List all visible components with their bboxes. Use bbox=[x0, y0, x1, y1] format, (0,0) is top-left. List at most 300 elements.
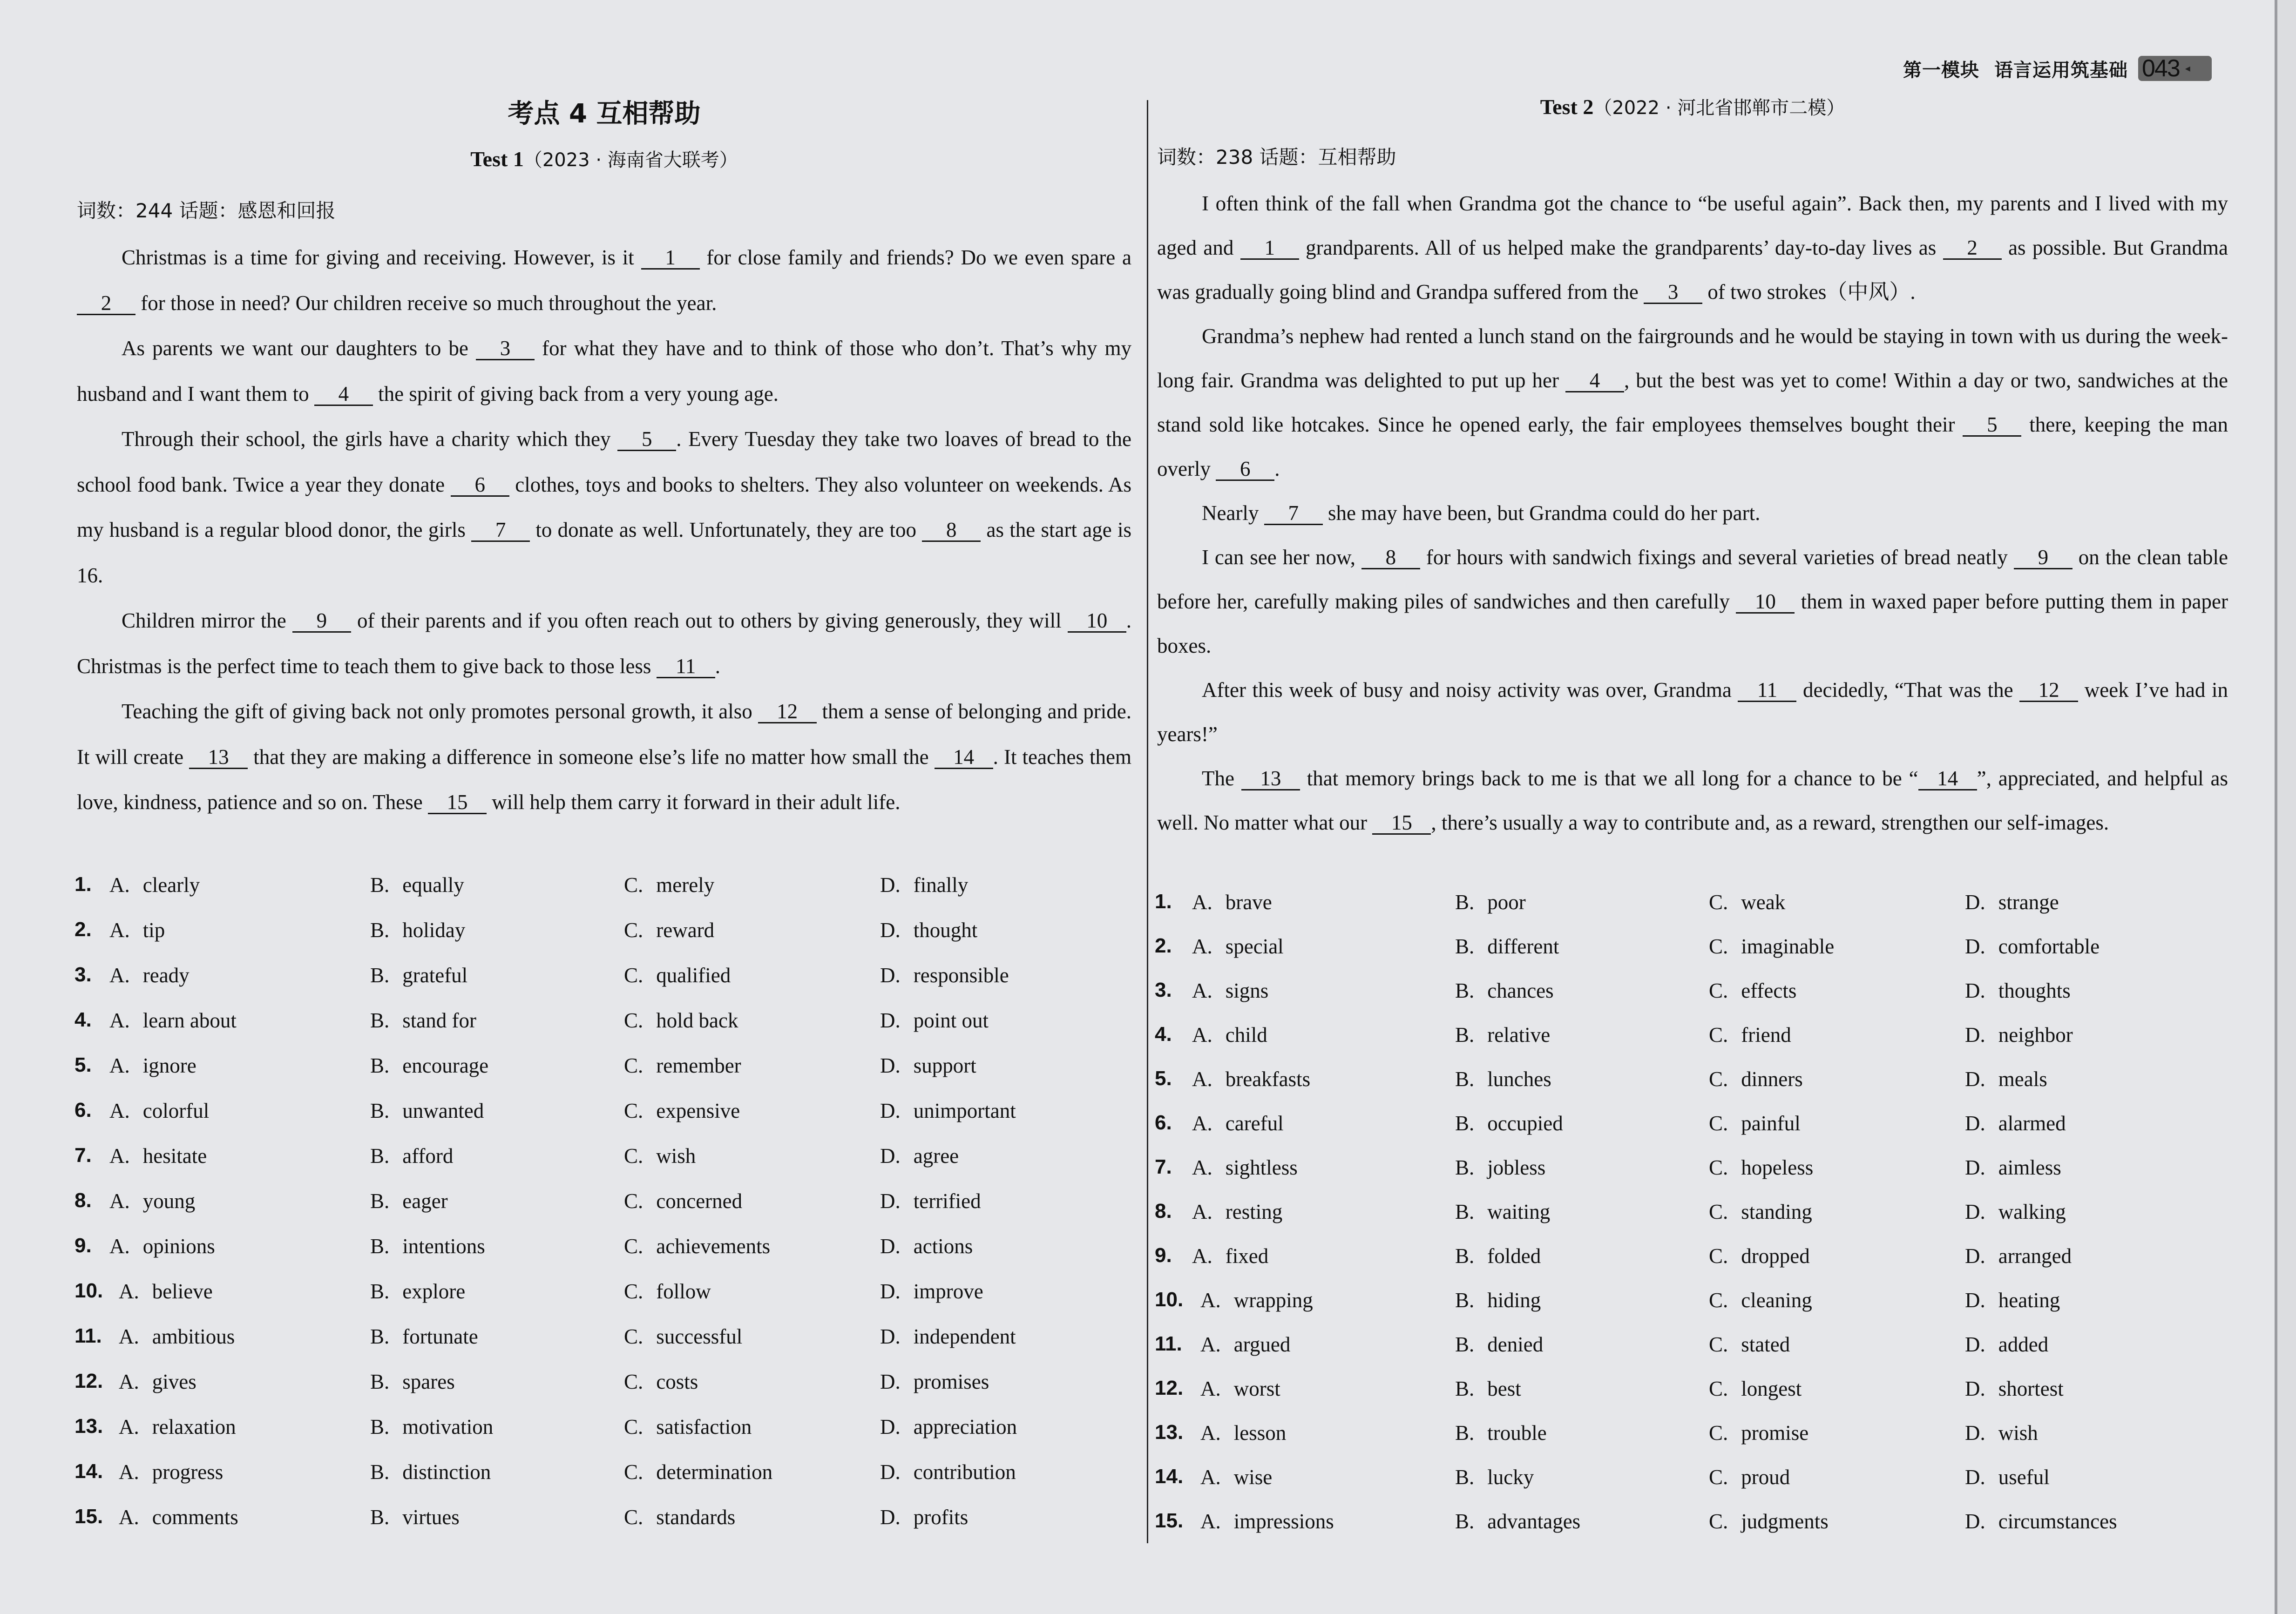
passage-text: as the start age is 16. bbox=[77, 518, 1131, 587]
option-text: best bbox=[1487, 1377, 1521, 1400]
option-b[interactable] bbox=[370, 963, 467, 987]
option-c[interactable] bbox=[624, 1279, 711, 1303]
option-text: motivation bbox=[402, 1415, 494, 1438]
option-b[interactable] bbox=[1455, 1421, 1547, 1445]
option-d[interactable] bbox=[1965, 1023, 2073, 1047]
option-b[interactable] bbox=[1455, 979, 1554, 1003]
option-a[interactable] bbox=[1192, 1067, 1310, 1091]
option-c[interactable] bbox=[624, 1505, 735, 1529]
option-c[interactable] bbox=[624, 1189, 742, 1213]
option-letter: C. bbox=[1709, 1023, 1728, 1047]
option-b[interactable] bbox=[1455, 1067, 1551, 1091]
cloze-blank[interactable]: 5 bbox=[617, 429, 676, 451]
cloze-blank[interactable]: 13 bbox=[189, 747, 248, 769]
option-text: impressions bbox=[1233, 1510, 1334, 1533]
option-d[interactable] bbox=[880, 1144, 959, 1168]
option-text: folded bbox=[1487, 1244, 1541, 1268]
option-letter: A. bbox=[109, 918, 130, 942]
option-a[interactable] bbox=[1192, 1244, 1268, 1268]
question-number: 11. bbox=[75, 1324, 102, 1347]
option-a[interactable] bbox=[1200, 1377, 1280, 1401]
option-text: follow bbox=[656, 1280, 711, 1303]
test1-source: （2023 · 海南省大联考） bbox=[523, 149, 738, 171]
passage-text: for what they have and to think of those who don’t. That’s why my husband and I want them to bbox=[77, 337, 1131, 405]
option-c[interactable] bbox=[1709, 979, 1796, 1003]
option-a[interactable] bbox=[109, 1053, 196, 1078]
option-c[interactable] bbox=[1709, 1244, 1810, 1268]
question-row bbox=[1155, 934, 2226, 979]
passage-paragraph bbox=[1157, 756, 2228, 845]
question-row bbox=[75, 1505, 1129, 1550]
passage-paragraph bbox=[77, 689, 1131, 825]
option-letter: B. bbox=[1455, 1023, 1475, 1047]
option-letter: A. bbox=[119, 1460, 139, 1484]
question-number: 1. bbox=[75, 873, 92, 896]
question-number: 8. bbox=[1155, 1200, 1172, 1222]
option-text: contribution bbox=[913, 1460, 1016, 1484]
cloze-blank[interactable]: 7 bbox=[471, 520, 530, 542]
option-c[interactable] bbox=[624, 1053, 741, 1078]
option-text: standing bbox=[1741, 1200, 1812, 1223]
option-a[interactable] bbox=[119, 1505, 238, 1529]
option-text: jobless bbox=[1487, 1156, 1546, 1179]
option-b[interactable] bbox=[370, 1324, 478, 1349]
option-b[interactable] bbox=[370, 1370, 455, 1394]
cloze-blank[interactable]: 10 bbox=[1068, 610, 1126, 633]
question-number: 4. bbox=[75, 1008, 92, 1031]
question-row bbox=[1155, 1023, 2226, 1067]
option-c[interactable] bbox=[1709, 1111, 1801, 1135]
option-text: grateful bbox=[402, 964, 468, 987]
option-c[interactable] bbox=[1709, 1067, 1803, 1091]
passage-text: Through their school, the girls have a charity which they bbox=[122, 427, 618, 451]
question-row bbox=[1155, 1155, 2226, 1200]
option-text: believe bbox=[152, 1280, 213, 1303]
option-a[interactable] bbox=[119, 1460, 223, 1484]
option-c[interactable] bbox=[624, 963, 731, 987]
cloze-blank[interactable]: 6 bbox=[451, 474, 509, 497]
option-a[interactable] bbox=[1192, 934, 1284, 959]
option-a[interactable] bbox=[1200, 1332, 1290, 1357]
question-row bbox=[75, 873, 1129, 918]
option-text: thoughts bbox=[1998, 979, 2071, 1002]
option-text: occupied bbox=[1487, 1112, 1563, 1135]
cloze-blank[interactable]: 13 bbox=[1241, 768, 1300, 790]
option-d[interactable] bbox=[880, 1415, 1017, 1439]
option-letter: A. bbox=[119, 1280, 139, 1303]
option-text: merely bbox=[656, 873, 715, 897]
passage-text: them a sense of belonging and pride. It will create bbox=[77, 700, 1132, 769]
cloze-blank[interactable]: 11 bbox=[657, 656, 715, 678]
question-number: 6. bbox=[1155, 1111, 1172, 1134]
option-letter: B. bbox=[1455, 1333, 1475, 1356]
option-c[interactable] bbox=[1709, 1288, 1812, 1312]
option-letter: B. bbox=[370, 1325, 390, 1348]
cloze-blank[interactable]: 3 bbox=[476, 338, 535, 360]
option-text: learn about bbox=[142, 1009, 237, 1032]
option-b[interactable] bbox=[370, 1415, 493, 1439]
option-text: spares bbox=[402, 1370, 455, 1393]
option-text: afford bbox=[402, 1144, 454, 1168]
option-letter: A. bbox=[119, 1370, 139, 1393]
option-letter: B. bbox=[1455, 1200, 1475, 1223]
option-letter: C. bbox=[1709, 1067, 1728, 1091]
option-text: wish bbox=[1998, 1421, 2038, 1445]
option-d[interactable] bbox=[880, 1234, 973, 1258]
option-a[interactable] bbox=[1192, 890, 1272, 914]
option-d[interactable] bbox=[1965, 890, 2059, 914]
option-letter: D. bbox=[880, 1189, 901, 1213]
option-d[interactable] bbox=[1965, 1155, 2061, 1180]
option-d[interactable] bbox=[1965, 934, 2100, 959]
option-text: relative bbox=[1487, 1023, 1551, 1047]
option-text: intentions bbox=[402, 1235, 485, 1258]
option-text: satisfaction bbox=[656, 1415, 752, 1438]
question-row bbox=[1155, 1332, 2226, 1377]
question-row bbox=[75, 1279, 1129, 1324]
option-d[interactable] bbox=[1965, 1332, 2048, 1357]
option-b[interactable] bbox=[1455, 1465, 1534, 1489]
option-letter: B. bbox=[370, 873, 390, 897]
cloze-blank[interactable]: 15 bbox=[1372, 812, 1431, 835]
option-letter: A. bbox=[109, 1054, 130, 1077]
option-text: determination bbox=[656, 1460, 773, 1484]
cloze-blank[interactable]: 9 bbox=[292, 610, 351, 633]
option-c[interactable] bbox=[1709, 1377, 1802, 1401]
option-text: improve bbox=[913, 1280, 983, 1303]
option-b[interactable] bbox=[370, 873, 464, 897]
passage-text: Children mirror the bbox=[122, 609, 292, 632]
option-text: profits bbox=[913, 1506, 969, 1529]
option-a[interactable] bbox=[1200, 1509, 1334, 1533]
option-d[interactable] bbox=[880, 1279, 983, 1303]
cloze-blank[interactable]: 3 bbox=[1644, 282, 1702, 304]
option-b[interactable] bbox=[370, 1460, 491, 1484]
cloze-blank[interactable]: 12 bbox=[758, 701, 817, 723]
question-number: 15. bbox=[75, 1505, 103, 1528]
option-a[interactable] bbox=[109, 873, 200, 897]
question-number: 11. bbox=[1155, 1332, 1182, 1355]
option-a[interactable] bbox=[1192, 1155, 1298, 1180]
option-letter: B. bbox=[1455, 1067, 1475, 1091]
option-letter: D. bbox=[880, 1235, 901, 1258]
option-a[interactable] bbox=[109, 918, 165, 942]
option-b[interactable] bbox=[1455, 1023, 1550, 1047]
page-number: 043 bbox=[2142, 55, 2180, 82]
passage-text: , but the best was yet to come! Within a day or two, sandwiches at the stand sold like hotcakes. Since he opened early, the fair employees themselves bought their bbox=[1157, 369, 2228, 436]
cloze-blank[interactable]: 2 bbox=[77, 293, 135, 315]
option-c[interactable] bbox=[1709, 1023, 1791, 1047]
option-d[interactable] bbox=[1965, 1067, 2047, 1091]
option-d[interactable] bbox=[880, 1324, 1016, 1349]
option-d[interactable] bbox=[880, 963, 1009, 987]
option-text: remember bbox=[656, 1054, 741, 1077]
option-c[interactable] bbox=[1709, 934, 1834, 959]
option-letter: B. bbox=[370, 1235, 390, 1258]
passage-text: Christmas is a time for giving and receiving. However, is it bbox=[122, 246, 641, 269]
option-a[interactable] bbox=[1192, 979, 1268, 1003]
cloze-blank[interactable]: 1 bbox=[641, 247, 700, 270]
option-letter: C. bbox=[624, 1280, 643, 1303]
option-b[interactable] bbox=[370, 1279, 465, 1303]
option-text: virtues bbox=[402, 1506, 460, 1529]
test1-label: Test 1 bbox=[470, 147, 524, 171]
option-text: reward bbox=[656, 918, 715, 942]
option-a[interactable] bbox=[109, 963, 190, 987]
option-letter: B. bbox=[370, 1189, 390, 1213]
cloze-blank[interactable]: 14 bbox=[1918, 768, 1977, 790]
option-a[interactable] bbox=[109, 1144, 207, 1168]
option-a[interactable] bbox=[119, 1370, 196, 1394]
passage-text: clothes, toys and books to shelters. They also volunteer on weekends. As my husband is a regular blood donor, the girls bbox=[77, 473, 1131, 541]
option-d[interactable] bbox=[1965, 1509, 2117, 1533]
option-text: support bbox=[913, 1054, 976, 1077]
passage-text: week I’ve had in years!” bbox=[1157, 678, 2228, 746]
cloze-blank[interactable]: 4 bbox=[1565, 370, 1624, 392]
option-d[interactable] bbox=[880, 1099, 1016, 1123]
option-c[interactable] bbox=[624, 873, 714, 897]
option-a[interactable] bbox=[119, 1324, 235, 1349]
option-b[interactable] bbox=[370, 1053, 488, 1078]
option-letter: C. bbox=[1709, 1156, 1728, 1179]
cloze-blank[interactable]: 12 bbox=[2019, 680, 2078, 702]
cloze-blank[interactable]: 15 bbox=[428, 792, 487, 814]
cloze-blank[interactable]: 6 bbox=[1216, 459, 1274, 481]
passage-paragraph bbox=[1157, 314, 2228, 491]
question-number: 12. bbox=[75, 1370, 103, 1392]
option-text: hiding bbox=[1487, 1289, 1541, 1312]
question-number: 13. bbox=[1155, 1421, 1184, 1444]
question-row bbox=[75, 1324, 1129, 1370]
option-a[interactable] bbox=[109, 1099, 209, 1123]
option-b[interactable] bbox=[1455, 1200, 1550, 1224]
option-letter: B. bbox=[370, 1370, 390, 1393]
option-letter: C. bbox=[1709, 1333, 1728, 1356]
option-letter: D. bbox=[1965, 1421, 1985, 1445]
option-a[interactable] bbox=[109, 1008, 237, 1033]
option-c[interactable] bbox=[1709, 1421, 1808, 1445]
option-b[interactable] bbox=[370, 1144, 453, 1168]
option-letter: A. bbox=[109, 1099, 130, 1122]
option-d[interactable] bbox=[1965, 979, 2071, 1003]
cloze-blank[interactable]: 2 bbox=[1943, 237, 2002, 260]
option-letter: A. bbox=[1192, 1023, 1212, 1047]
option-text: denied bbox=[1487, 1333, 1544, 1356]
option-c[interactable] bbox=[624, 1324, 742, 1349]
option-b[interactable] bbox=[1455, 1111, 1563, 1135]
option-a[interactable] bbox=[109, 1234, 215, 1258]
option-text: dropped bbox=[1741, 1244, 1810, 1268]
passage-text: After this week of busy and noisy activity was over, Grandma bbox=[1202, 678, 1738, 702]
test1-options bbox=[75, 873, 1129, 1550]
option-a[interactable] bbox=[119, 1279, 213, 1303]
option-text: sightless bbox=[1225, 1156, 1298, 1179]
option-letter: D. bbox=[880, 1325, 901, 1348]
option-letter: C. bbox=[624, 1325, 643, 1348]
option-text: trouble bbox=[1487, 1421, 1547, 1445]
cloze-blank[interactable]: 5 bbox=[1963, 414, 2021, 437]
option-a[interactable] bbox=[1200, 1288, 1313, 1312]
option-b[interactable] bbox=[370, 1099, 484, 1123]
question-row bbox=[75, 1008, 1129, 1053]
option-c[interactable] bbox=[1709, 1465, 1790, 1489]
option-a[interactable] bbox=[1192, 1023, 1267, 1047]
option-letter: B. bbox=[370, 1054, 390, 1077]
option-letter: B. bbox=[1455, 935, 1475, 958]
option-text: wish bbox=[656, 1144, 696, 1168]
option-d[interactable] bbox=[880, 1460, 1016, 1484]
question-row bbox=[1155, 1244, 2226, 1288]
option-d[interactable] bbox=[1965, 1288, 2060, 1312]
passage-text: as possible. But Grandma was gradually going blind and Grandpa suffered from the bbox=[1157, 236, 2228, 304]
option-b[interactable] bbox=[1455, 1377, 1521, 1401]
option-letter: D. bbox=[1965, 1333, 1985, 1356]
option-letter: A. bbox=[119, 1325, 139, 1348]
option-b[interactable] bbox=[370, 1234, 485, 1258]
option-text: resting bbox=[1225, 1200, 1283, 1223]
option-a[interactable] bbox=[1200, 1465, 1272, 1489]
option-letter: C. bbox=[624, 918, 643, 942]
option-text: lunches bbox=[1487, 1067, 1551, 1091]
option-c[interactable] bbox=[624, 1415, 752, 1439]
option-c[interactable] bbox=[1709, 1200, 1812, 1224]
cloze-blank[interactable]: 8 bbox=[1361, 547, 1420, 569]
option-text: costs bbox=[656, 1370, 698, 1393]
option-letter: B. bbox=[370, 1280, 390, 1303]
question-number: 3. bbox=[1155, 979, 1172, 1001]
option-letter: C. bbox=[624, 1054, 643, 1077]
question-row bbox=[75, 918, 1129, 963]
option-b[interactable] bbox=[1455, 934, 1559, 959]
option-c[interactable] bbox=[1709, 890, 1785, 914]
option-text: advantages bbox=[1487, 1510, 1581, 1533]
option-c[interactable] bbox=[624, 1234, 770, 1258]
test1-title bbox=[77, 145, 1131, 172]
option-letter: B. bbox=[370, 964, 390, 987]
question-number: 10. bbox=[1155, 1288, 1184, 1311]
option-letter: A. bbox=[1192, 1244, 1212, 1268]
option-text: colorful bbox=[142, 1099, 210, 1122]
option-letter: A. bbox=[1200, 1289, 1221, 1312]
passage-text: of two strokes（中风）. bbox=[1702, 280, 1916, 304]
option-letter: B. bbox=[370, 1415, 390, 1438]
option-d[interactable] bbox=[880, 1053, 976, 1078]
option-c[interactable] bbox=[1709, 1509, 1829, 1533]
cloze-blank[interactable]: 8 bbox=[922, 520, 981, 542]
passage-paragraph bbox=[1157, 668, 2228, 756]
option-letter: D. bbox=[1965, 1289, 1985, 1312]
option-d[interactable] bbox=[1965, 1244, 2072, 1268]
passage-paragraph bbox=[1157, 535, 2228, 668]
option-b[interactable] bbox=[370, 1505, 460, 1529]
option-text: hold back bbox=[656, 1009, 738, 1032]
option-d[interactable] bbox=[1965, 1111, 2066, 1135]
option-text: longest bbox=[1741, 1377, 1802, 1400]
test2-options bbox=[1155, 890, 2226, 1553]
option-a[interactable] bbox=[1192, 1200, 1282, 1224]
option-b[interactable] bbox=[370, 1008, 476, 1033]
option-c[interactable] bbox=[624, 1144, 696, 1168]
option-d[interactable] bbox=[1965, 1377, 2064, 1401]
option-text: finally bbox=[913, 873, 969, 897]
option-b[interactable] bbox=[1455, 1244, 1541, 1268]
passage-text: The bbox=[1202, 767, 1241, 790]
question-number: 1. bbox=[1155, 890, 1172, 913]
option-c[interactable] bbox=[624, 1460, 772, 1484]
question-number: 4. bbox=[1155, 1023, 1172, 1046]
cloze-blank[interactable]: 4 bbox=[314, 384, 373, 406]
option-letter: A. bbox=[109, 1189, 130, 1213]
option-letter: A. bbox=[109, 1144, 130, 1168]
option-text: poor bbox=[1487, 891, 1526, 914]
cloze-blank[interactable]: 11 bbox=[1738, 680, 1796, 702]
option-b[interactable] bbox=[1455, 1288, 1541, 1312]
option-d[interactable] bbox=[880, 873, 968, 897]
option-d[interactable] bbox=[1965, 1465, 2050, 1489]
option-text: hopeless bbox=[1741, 1156, 1814, 1179]
option-d[interactable] bbox=[880, 1189, 981, 1213]
option-c[interactable] bbox=[624, 1370, 698, 1394]
option-d[interactable] bbox=[1965, 1200, 2066, 1224]
option-d[interactable] bbox=[1965, 1421, 2038, 1445]
option-text: shortest bbox=[1998, 1377, 2064, 1400]
option-c[interactable] bbox=[624, 1099, 740, 1123]
option-text: signs bbox=[1225, 979, 1269, 1002]
option-a[interactable] bbox=[1192, 1111, 1284, 1135]
option-b[interactable] bbox=[1455, 1155, 1545, 1180]
option-c[interactable] bbox=[624, 918, 714, 942]
running-header bbox=[1903, 52, 2212, 85]
option-d[interactable] bbox=[880, 1370, 989, 1394]
option-b[interactable] bbox=[1455, 1509, 1580, 1533]
option-letter: A. bbox=[1192, 1067, 1212, 1091]
option-a[interactable] bbox=[109, 1189, 195, 1213]
option-d[interactable] bbox=[880, 918, 977, 942]
option-d[interactable] bbox=[880, 1505, 968, 1529]
option-a[interactable] bbox=[119, 1415, 236, 1439]
option-a[interactable] bbox=[1200, 1421, 1286, 1445]
option-text: wrapping bbox=[1233, 1289, 1313, 1312]
option-text: dinners bbox=[1741, 1067, 1803, 1091]
passage-text: Teaching the gift of giving back not only promotes personal growth, it also bbox=[122, 700, 758, 723]
option-text: chances bbox=[1487, 979, 1554, 1002]
option-d[interactable] bbox=[880, 1008, 989, 1033]
question-row bbox=[1155, 1377, 2226, 1421]
cloze-blank[interactable]: 9 bbox=[2014, 547, 2072, 569]
cloze-blank[interactable]: 14 bbox=[935, 747, 993, 769]
option-c[interactable] bbox=[1709, 1155, 1813, 1180]
passage-paragraph bbox=[1157, 182, 2228, 314]
passage-paragraph bbox=[77, 417, 1131, 598]
option-b[interactable] bbox=[370, 918, 465, 942]
question-row bbox=[75, 1144, 1129, 1189]
option-b[interactable] bbox=[370, 1189, 448, 1213]
cloze-blank[interactable]: 10 bbox=[1736, 591, 1795, 614]
option-c[interactable] bbox=[1709, 1332, 1790, 1357]
option-c[interactable] bbox=[624, 1008, 738, 1033]
option-text: expensive bbox=[656, 1099, 740, 1122]
passage-text: that they are making a difference in someone else’s life no matter how small the bbox=[248, 745, 935, 769]
option-letter: D. bbox=[1965, 891, 1985, 914]
option-text: arranged bbox=[1998, 1244, 2072, 1268]
option-text: responsible bbox=[913, 964, 1009, 987]
cloze-blank[interactable]: 1 bbox=[1240, 237, 1299, 260]
option-b[interactable] bbox=[1455, 890, 1526, 914]
cloze-blank[interactable]: 7 bbox=[1264, 503, 1323, 525]
option-letter: A. bbox=[1200, 1510, 1221, 1533]
option-b[interactable] bbox=[1455, 1332, 1543, 1357]
option-letter: B. bbox=[1455, 1377, 1475, 1400]
